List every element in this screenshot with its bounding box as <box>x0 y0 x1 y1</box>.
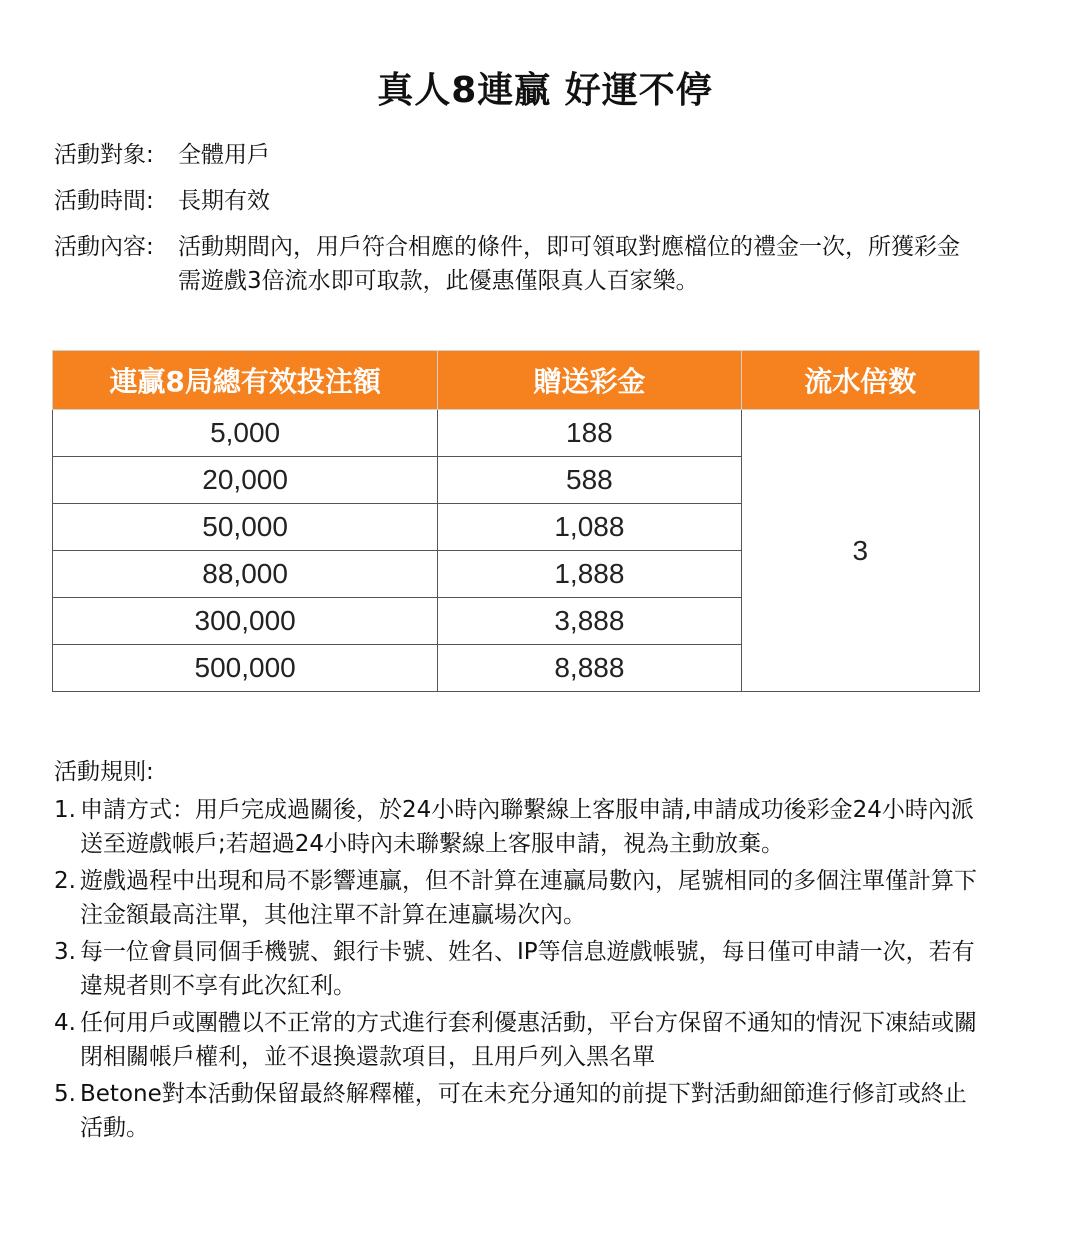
header-multiplier: 流水倍数 <box>741 351 979 410</box>
bonus-cell: 8,888 <box>438 645 741 692</box>
multiplier-cell: 3 <box>741 410 979 692</box>
info-target-value: 全體用戶 <box>178 142 270 168</box>
rule-text: Betone對本活動保留最終解釋權，可在未充分通知的前提下對活動細節進行修訂或終止活動。 <box>80 1081 967 1141</box>
info-target-row <box>54 138 978 172</box>
info-time-row <box>54 184 978 218</box>
rule-item <box>54 864 994 932</box>
rule-number: 1. <box>54 797 76 823</box>
bonus-cell: 588 <box>438 457 741 504</box>
bonus-cell: 3,888 <box>438 598 741 645</box>
bet-amount-cell: 88,000 <box>53 551 438 598</box>
rule-number: 4. <box>54 1010 76 1036</box>
rule-number: 2. <box>54 868 76 894</box>
bonus-cell: 188 <box>438 410 741 457</box>
rule-item <box>54 935 994 1003</box>
header-bonus: 贈送彩金 <box>438 351 741 410</box>
header-bet-amount: 連贏8局總有效投注額 <box>53 351 438 410</box>
rules-section <box>54 755 994 1148</box>
bonus-cell: 1,888 <box>438 551 741 598</box>
bet-amount-cell: 20,000 <box>53 457 438 504</box>
rule-item <box>54 1006 994 1074</box>
rule-item <box>54 1077 994 1145</box>
rule-text: 任何用戶或團體以不正常的方式進行套利優惠活動，平台方保留不通知的情況下凍結或關閉相關帳戶權利，並不退換還款項目，且用戶列入黑名單 <box>80 1010 977 1070</box>
table-header-row <box>53 351 980 410</box>
info-content-label: 活動內容: <box>54 234 154 260</box>
bonus-table <box>52 350 980 692</box>
info-target-label: 活動對象: <box>54 142 154 168</box>
page-title: 真人8連贏 好運不停 <box>377 70 713 111</box>
rule-number: 5. <box>54 1081 76 1107</box>
bet-amount-cell: 50,000 <box>53 504 438 551</box>
rules-title: 活動規則: <box>54 759 154 785</box>
bonus-cell: 1,088 <box>438 504 741 551</box>
bet-amount-cell: 500,000 <box>53 645 438 692</box>
rule-number: 3. <box>54 939 76 965</box>
info-time-value: 長期有效 <box>178 188 270 214</box>
bet-amount-cell: 300,000 <box>53 598 438 645</box>
rule-text: 申請方式：用戶完成過關後，於24小時內聯繫線上客服申請,申請成功後彩金24小時內派送至遊戲帳戶;若超過24小時內未聯繫線上客服申請，視為主動放棄。 <box>80 797 974 857</box>
rule-text: 遊戲過程中出現和局不影響連贏，但不計算在連贏局數內，尾號相同的多個注單僅計算下注金額最高注單，其他注單不計算在連贏場次內。 <box>80 868 977 928</box>
bet-amount-cell: 5,000 <box>53 410 438 457</box>
table-row <box>53 410 980 457</box>
info-content-value: 活動期間內，用戶符合相應的條件，即可領取對應檔位的禮金一次，所獲彩金需遊戲3倍流水即可取款，此優惠僅限真人百家樂。 <box>178 234 960 294</box>
info-content-row <box>54 230 978 298</box>
info-time-label: 活動時間: <box>54 188 154 214</box>
rule-text: 每一位會員同個手機號、銀行卡號、姓名、IP等信息遊戲帳號，每日僅可申請一次，若有違規者則不享有此次紅利。 <box>80 939 975 999</box>
rule-item <box>54 793 994 861</box>
